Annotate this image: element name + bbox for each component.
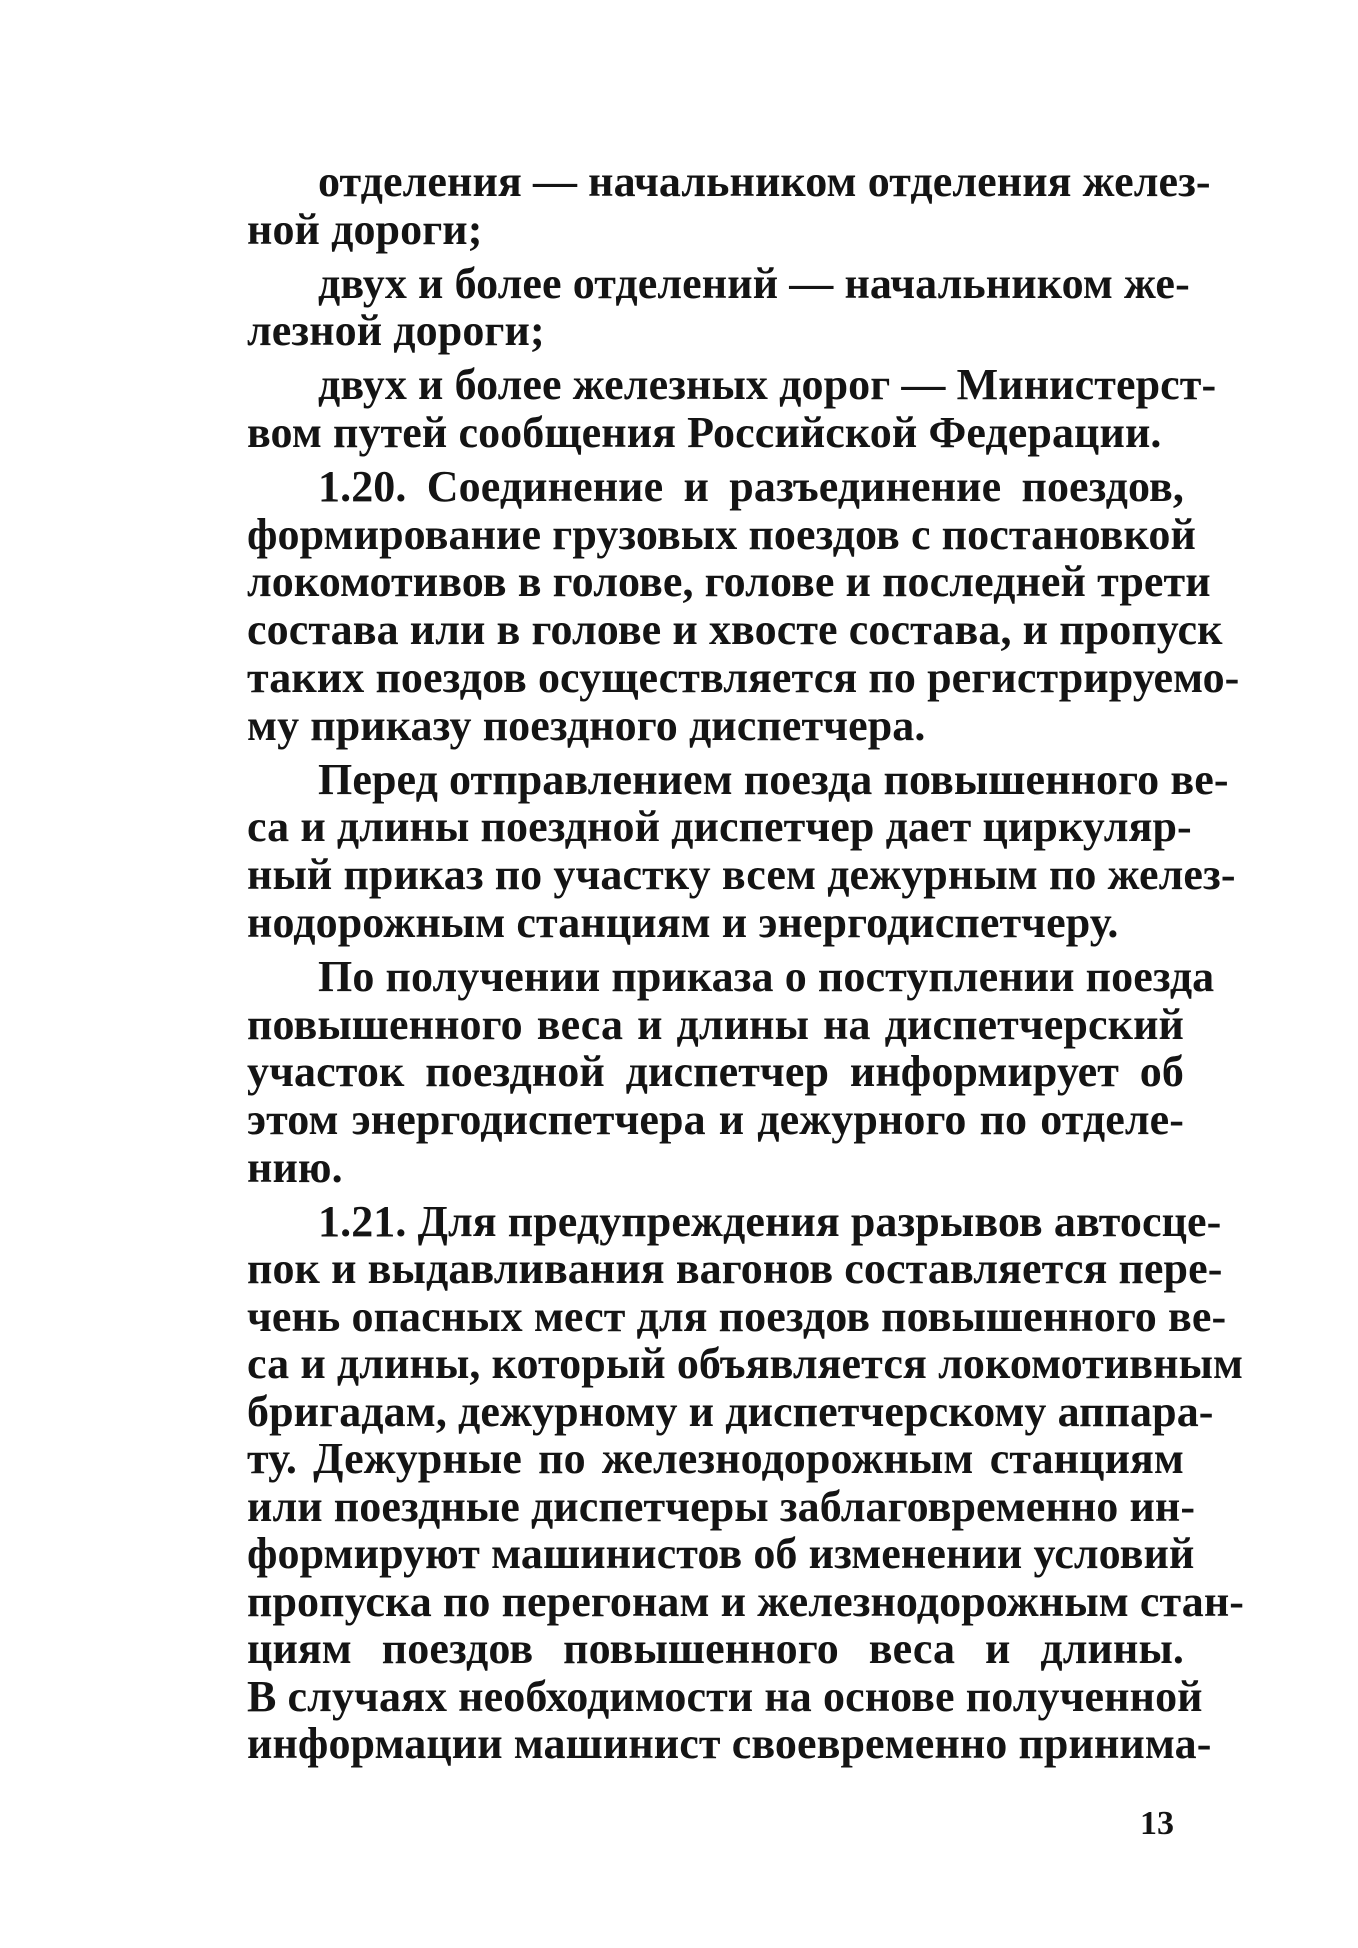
text-line: этом энергодиспетчера и дежурного по отделе- xyxy=(247,1095,1184,1145)
text-line: вом путей сообщения Российской Федерации. xyxy=(247,407,1162,457)
text-line: пок и выдавливания вагонов составляется пере- xyxy=(247,1244,1223,1294)
text-line: формируют машинистов об изменении условий xyxy=(247,1529,1195,1579)
document-page xyxy=(176,157,1245,1798)
section-number: 1.20. xyxy=(318,461,407,511)
section-number: 1.21. xyxy=(318,1196,407,1246)
section-1-21 xyxy=(176,1196,1245,1769)
text-line xyxy=(176,1196,1222,1246)
text-line: нодорожным станциям и энергодиспетчеру. xyxy=(247,897,1119,947)
text-line: двух и более железных дорог — Министерст- xyxy=(318,360,1217,410)
text-fragment: Для предупреждения разрывов автосце- xyxy=(417,1196,1222,1246)
text-line: нию. xyxy=(247,1142,343,1192)
text-fragment: Соединение и разъединение поездов, xyxy=(426,461,1184,511)
text-line: двух и более отделений — начальником же- xyxy=(318,258,1190,308)
text-line: бригадам, дежурному и диспетчерскому аппара- xyxy=(247,1386,1214,1436)
text-line: пропуска по перегонам и железнодорожным стан- xyxy=(247,1576,1245,1626)
text-line: состава или в голове и хвосте состава, и пропуск xyxy=(247,605,1223,655)
text-line: повышенного веса и длины на диспетчерский xyxy=(247,999,1184,1049)
text-line: му приказу поездного диспетчера. xyxy=(247,700,926,750)
text-line: отделения — начальником отделения желез- xyxy=(318,157,1211,206)
paragraph-division-department xyxy=(176,157,1211,254)
text-line: ту. Дежурные по железнодорожным станциям xyxy=(247,1434,1184,1484)
text-line: ный приказ по участку всем дежурным по желез- xyxy=(247,850,1236,900)
text-line: циям поездов повышенного веса и длины. xyxy=(247,1624,1184,1674)
text-line: формирование грузовых поездов с постановкой xyxy=(247,509,1196,559)
text-line: чень опасных мест для поездов повышенного ве- xyxy=(247,1291,1227,1341)
text-line: са и длины поездной диспетчер дает циркуляр- xyxy=(247,802,1192,852)
section-1-20 xyxy=(176,461,1240,750)
text-line: Перед отправлением поезда повышенного ве- xyxy=(318,754,1229,804)
text-line: информации машинист своевременно принима- xyxy=(247,1719,1212,1769)
text-line: локомотивов в голове, голове и последней трети xyxy=(247,557,1211,607)
paragraph-before-departure xyxy=(176,754,1236,947)
text-line xyxy=(176,463,1184,511)
text-line: са и длины, который объявляется локомотивным xyxy=(247,1339,1244,1389)
text-line: лезной дороги; xyxy=(247,306,545,356)
text-line: таких поездов осуществляется по регистрируемо- xyxy=(247,652,1240,702)
page-number: 13 xyxy=(1140,1805,1174,1842)
text-line: В случаях необходимости на основе полученной xyxy=(247,1671,1203,1721)
paragraph-two-divisions xyxy=(176,258,1190,356)
paragraph-two-railways xyxy=(176,360,1217,457)
text-line: По получении приказа о поступлении поезда xyxy=(318,951,1215,1001)
text-line: ной дороги; xyxy=(247,204,483,254)
text-line: или поездные диспетчеры заблаговременно ин- xyxy=(247,1481,1196,1531)
text-line: участок поездной диспетчер информирует об xyxy=(247,1047,1184,1097)
paragraph-upon-receipt xyxy=(176,951,1215,1192)
